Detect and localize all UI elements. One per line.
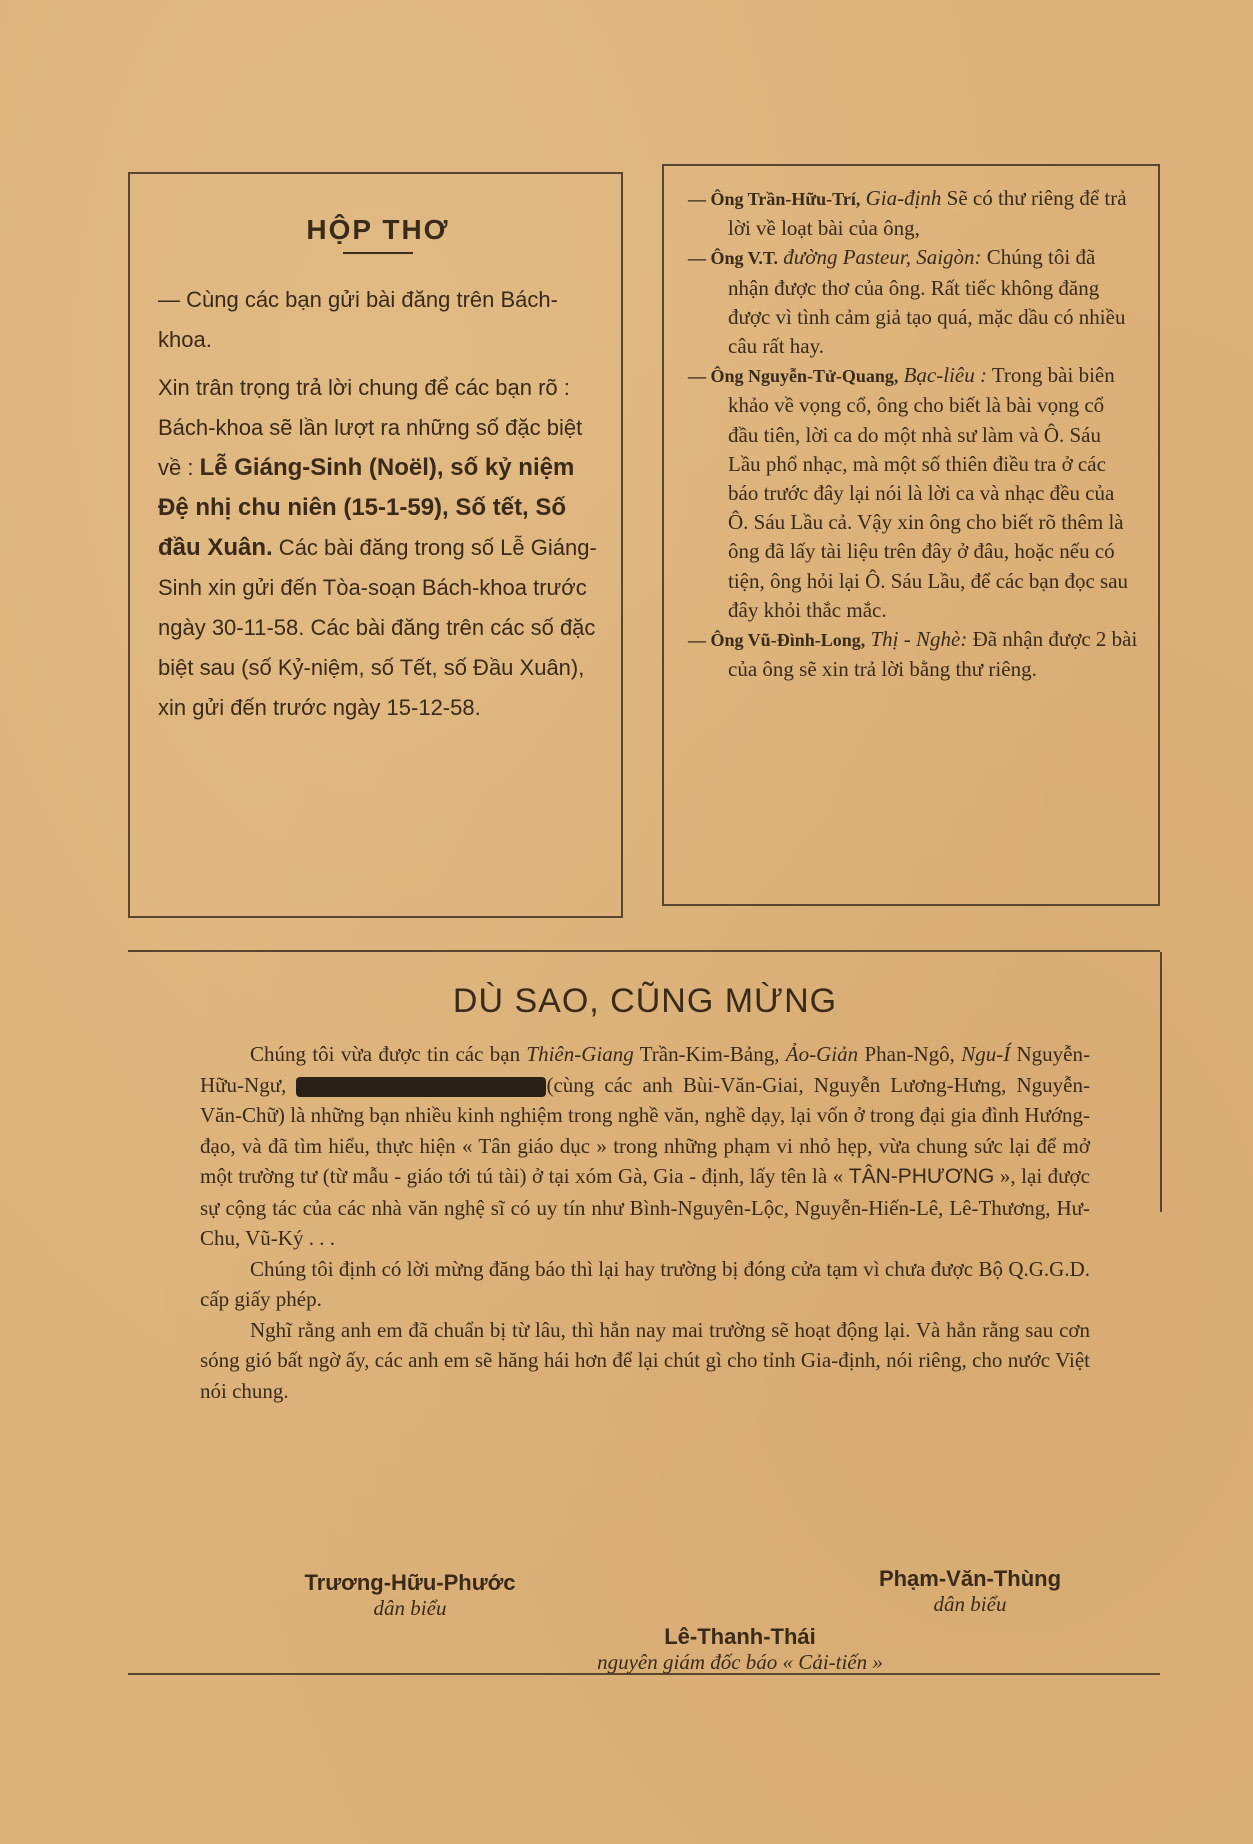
hop-tho-body-c: Các bài đăng trong số Lễ Giáng-Sinh xin gửi đến Tòa-soạn Bách-khoa trước ngày 30-11-58. Các bài đăng trên các số đặc biệt sau (số Kỷ-niệm, số Tết, số Đầu Xuân), xin gửi đến trước ngày 15-12-58.	[158, 535, 597, 720]
congrats-text: Nguyễn-Hữu-Ngư,	[200, 1042, 1090, 1097]
pen-name: Thiên-Giang	[526, 1042, 634, 1066]
congrats-content	[200, 982, 1090, 1674]
replies-box	[662, 164, 1160, 906]
congrats-text: », lại được sự cộng tác của các nhà văn nghệ sĩ có uy tín như Bình-Nguyên-Lộc, Nguyễn-Hiến-Lê, Lê-Thương, Hư-Chu, Vũ-Ký . . .	[200, 1164, 1090, 1250]
reply-name: — Ông Trần-Hữu-Trí,	[688, 189, 861, 209]
box-edge	[1160, 952, 1162, 1212]
pen-name: Ngu-Í	[961, 1042, 1011, 1066]
congrats-text: Trần-Kim-Bảng,	[633, 1042, 786, 1066]
signature-2	[820, 1566, 1120, 1617]
reply-name: — Ông Vũ-Đình-Long,	[688, 630, 866, 651]
reply-text: Đã nhận được 2 bài của ông sẽ xin trả lời bằng thư riêng.	[728, 627, 1138, 682]
hop-tho-body-bold: Lễ Giáng-Sinh (Noël), số kỷ niệm Đệ nhị chu niên (15-1-59), Số tết, Số đầu Xuân.	[158, 454, 575, 561]
reply-item	[688, 243, 1138, 361]
signature-name: Phạm-Văn-Thùng	[878, 1566, 1062, 1591]
hop-tho-intro: — Cùng các bạn gửi bài đăng trên Bách-khoa.	[158, 287, 558, 352]
reply-item	[688, 625, 1138, 684]
congrats-text: Chúng tôi vừa được tin các bạn	[250, 1042, 527, 1066]
congrats-para-2: Chúng tôi định có lời mừng đăng báo thì lại hay trường bị đóng cửa tạm vì chưa được Bộ Q.G.G.D. cấp giấy phép.	[200, 1256, 1090, 1311]
reply-place: Thị - Nghè:	[870, 627, 968, 652]
reply-text: Sẽ có thư riêng để trả lời về loạt bài của ông,	[728, 186, 1127, 241]
hop-tho-box	[128, 172, 623, 918]
school-name: TÂN-PHƯƠNG	[848, 1165, 995, 1188]
reply-item	[688, 184, 1138, 243]
signature-name: Lê-Thanh-Thái	[664, 1624, 816, 1649]
reply-item	[688, 361, 1138, 625]
signature-title: nguyên giám đốc báo « Cải-tiến »	[597, 1650, 883, 1674]
reply-place: đường Pasteur, Saigòn:	[783, 245, 982, 270]
hop-tho-title: HỘP THƠ	[306, 214, 450, 245]
reply-name: — Ông V.T.	[688, 248, 779, 269]
pen-name: Ảo-Giản	[785, 1042, 859, 1066]
reply-text: Chúng tôi đã nhận được thơ của ông. Rất tiếc không đăng được vì tình cảm giả tạo quá, mặc dầu có nhiều câu rất hay.	[728, 245, 1126, 359]
signature-1	[260, 1570, 560, 1621]
congrats-box	[128, 950, 1160, 1675]
hop-tho-body	[158, 368, 598, 728]
redaction-mark	[296, 1077, 546, 1097]
congrats-text: (cùng các anh Bùi-Văn-Giai, Nguyễn Lương-Hưng, Nguyễn-Văn-Chữ) là những bạn nhiều kinh nghiệm trong nghề văn, nghề dạy, lại vốn ở trong đại gia đình Hướng-đạo, và đã tìm hiểu, thực hiện « Tân giáo dục » trong những phạm vi nhỏ hẹp, vừa chung sức lại để mở một trường tư (từ mẫu - giáo tới tú tài) ở tại xóm Gà, Gia - định, lấy tên là «	[200, 1072, 1090, 1188]
reply-place: Bạc-liêu :	[903, 363, 987, 388]
reply-place: Gia-định	[865, 186, 942, 210]
reply-text: Trong bài biên khảo về vọng cổ, ông cho biết là bài vọng cổ đầu tiên, lời ca do một nhà sư làm và Ô. Sáu Lầu phổ nhạc, mà một số thiên điều tra ở các báo trước đây lại nói là lời ca và nhạc đều của Ô. Sáu Lầu cả. Vậy xin ông cho biết rõ thêm là ông đã lấy tài liệu trên đây ở đâu, hoặc nếu có tiện, ông hỏi lại Ô. Sáu Lầu, để các bạn đọc sau đây khỏi thắc mắc.	[728, 363, 1129, 622]
congrats-para-1	[200, 1039, 1090, 1254]
hop-tho-content	[158, 214, 598, 728]
signature-name: Trương-Hữu-Phước	[304, 1570, 516, 1595]
hop-tho-body-a: Xin trân trọng trả lời chung để các bạn rõ : Bách-khoa sẽ lần lượt ra những số đặc biệt về :	[158, 375, 583, 480]
congrats-title: DÙ SAO, CŨNG MỪNG	[452, 982, 838, 1020]
congrats-para-3: Nghĩ rằng anh em đã chuẩn bị từ lâu, thì hẳn nay mai trường sẽ hoạt động lại. Và hẳn rằng sau cơn sóng gió bất ngờ ấy, các anh em sẽ hăng hái hơn để lại chút gì cho tỉnh Gia-định, nói riêng, cho nước Việt nói chung.	[200, 1317, 1090, 1403]
title-divider	[343, 252, 413, 254]
signature-title: dân biểu	[373, 1596, 447, 1620]
signature-3	[500, 1624, 980, 1675]
replies-list	[688, 184, 1138, 684]
reply-name: — Ông Nguyễn-Tử-Quang,	[688, 366, 899, 387]
congrats-text: Phan-Ngô,	[858, 1042, 962, 1066]
signature-title: dân biểu	[933, 1592, 1007, 1616]
